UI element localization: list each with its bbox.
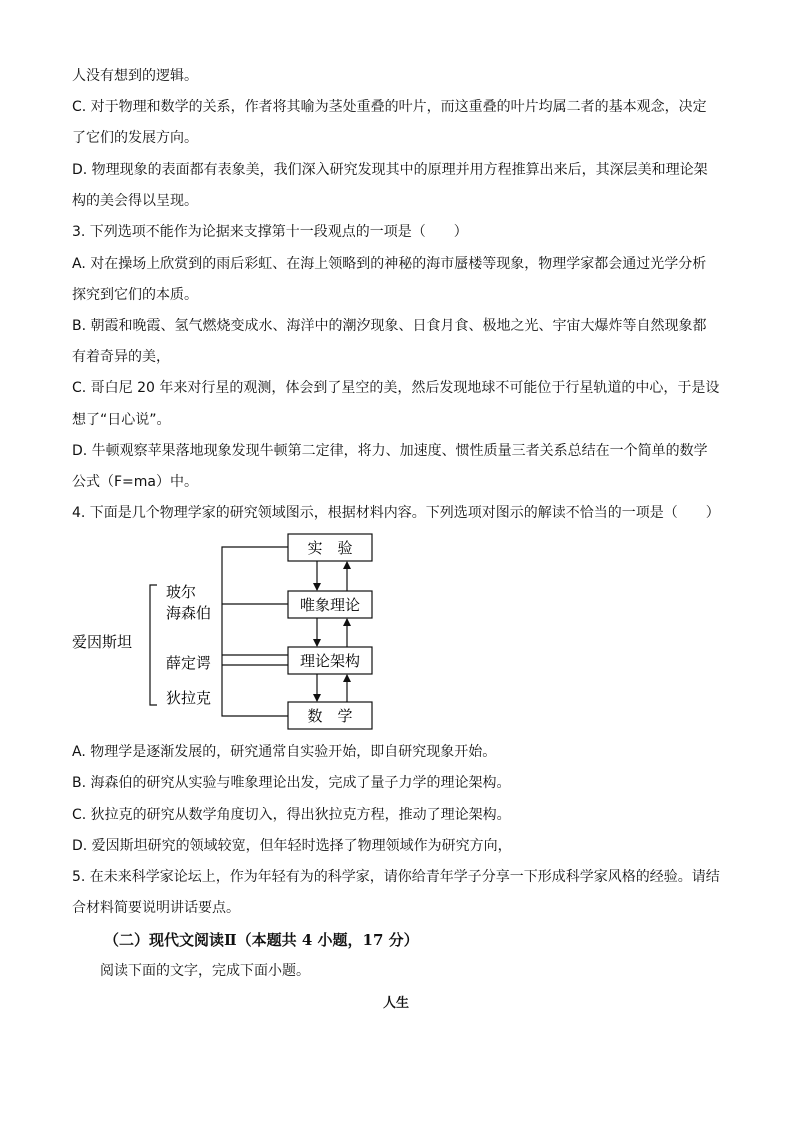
option-a-q3: A. 对在操场上欣赏到的雨后彩虹、在海上领略到的神秘的海市蜃楼等现象，物理学家都会通过光学分析 [72, 256, 707, 272]
connector-einstein-experiment-mathematics [222, 547, 288, 716]
box-phenomenological-theory-label: 唯象理论 [299, 596, 361, 614]
box-experiment-label: 实 验 [307, 539, 353, 557]
research-field-diagram [60, 530, 390, 735]
option-d-q4: D. 爱因斯坦研究的领域较宽，但年轻时选择了物理领域作为研究方向， [72, 838, 512, 854]
question-4: 4. 下面是几个物理学家的研究领域图示，根据材料内容。下列选项对图示的解读不恰当的一项是（ ） [72, 505, 720, 521]
option-a-q4: A. 物理学是逐渐发展的，研究通常自实验开始，即自研究现象开始。 [72, 744, 497, 760]
box-mathematics-label: 数 学 [307, 707, 353, 725]
physicist-bohr: 玻尔 [166, 583, 197, 601]
section-heading: （二）现代文阅读Ⅱ（本题共 4 小题，17 分） [104, 931, 419, 949]
option-b-q4: B. 海森伯的研究从实验与唯象理论出发，完成了量子力学的理论架构。 [72, 775, 511, 791]
question-3: 3. 下列选项不能作为论据来支撑第十一段观点的一项是（ ） [72, 224, 468, 240]
text-line: 公式（F=ma）中。 [72, 474, 198, 490]
option-c-q3: C. 哥白尼 20 年来对行星的观测，体会到了星空的美，然后发现地球不可能位于行星轨道的中心，于是设 [72, 380, 720, 396]
passage-title: 人生 [383, 996, 410, 1011]
text-line: 想了“日心说”。 [72, 412, 171, 428]
physicist-einstein: 爱因斯坦 [72, 633, 133, 651]
text-line: 构的美会得以呈现。 [72, 193, 198, 209]
physicist-dirac: 狄拉克 [166, 689, 212, 707]
physicist-heisenberg: 海森伯 [166, 604, 212, 622]
option-d-q3: D. 牛顿观察苹果落地现象发现牛顿第二定律，将力、加速度、惯性质量三者关系总结在一个简单的数学 [72, 443, 708, 459]
option-c-q2: C. 对于物理和数学的关系，作者将其喻为茎处重叠的叶片，而这重叠的叶片均属二者的基本观念，决定 [72, 99, 707, 115]
physicists-bracket [150, 585, 157, 705]
reading-instruction: 阅读下面的文字，完成下面小题。 [100, 963, 310, 979]
option-d-q2: D. 物理现象的表面都有表象美，我们深入研究发现其中的原理并用方程推算出来后，其深层美和理论架 [72, 162, 708, 178]
physicist-schrodinger: 薛定谔 [166, 654, 212, 672]
option-b-q3: B. 朝霞和晚霞、氢气燃烧变成水、海洋中的潮汐现象、日食月食、极地之光、宇宙大爆炸等自然现象都 [72, 318, 707, 334]
text-line: 有着奇异的美， [72, 349, 170, 365]
text-line: 人没有想到的逻辑。 [72, 68, 198, 84]
text-line: 合材料简要说明讲话要点。 [72, 900, 240, 916]
text-line: 了它们的发展方向。 [72, 130, 198, 146]
box-theoretical-framework-label: 理论架构 [299, 652, 361, 670]
question-5: 5. 在未来科学家论坛上，作为年轻有为的科学家，请你给青年学子分享一下形成科学家风格的经验。请结 [72, 869, 720, 885]
text-line: 探究到它们的本质。 [72, 287, 198, 303]
option-c-q4: C. 狄拉克的研究从数学角度切入，得出狄拉克方程，推动了理论架构。 [72, 807, 511, 823]
